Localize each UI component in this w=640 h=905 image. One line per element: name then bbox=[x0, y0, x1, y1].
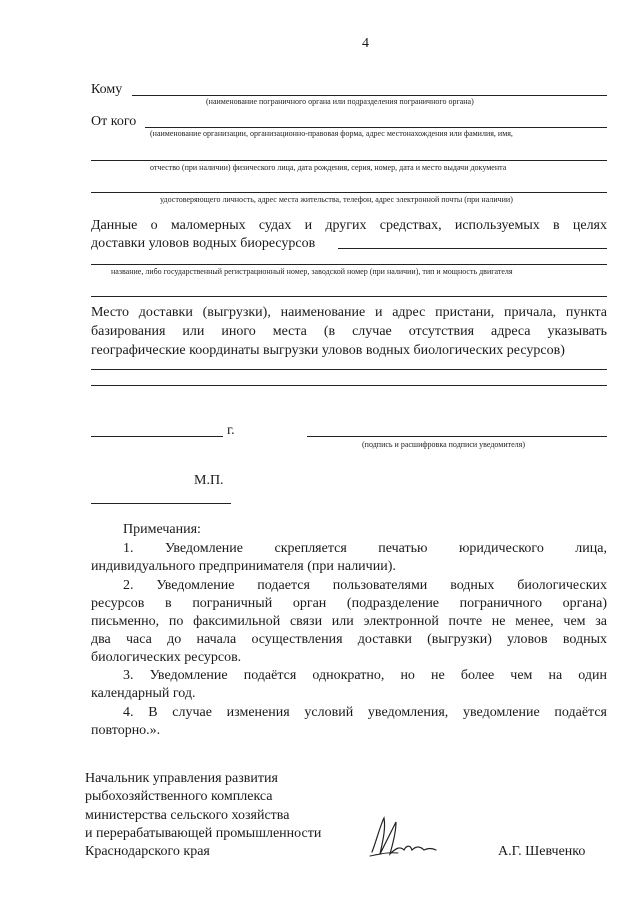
note-2-line-1: 2. Уведомление подается пользователями водных биологических bbox=[123, 578, 607, 593]
note-3-line-1: 3. Уведомление подаётся однократно, но не более чем на один bbox=[123, 668, 607, 683]
vessels-line-extra bbox=[91, 264, 607, 265]
vessels-line-2: доставки уловов водных биоресурсов bbox=[91, 236, 316, 251]
note-1-line-1: 1. Уведомление скрепляется печатью юридического лица, bbox=[123, 541, 607, 556]
signature-line bbox=[307, 436, 607, 437]
note-4-line-2: повторно.». bbox=[91, 723, 161, 738]
komu-line bbox=[132, 95, 607, 96]
signatory-line-2: рыбохозяйственного комплекса bbox=[85, 789, 273, 804]
signatory-line-3: министерства сельского хозяйства bbox=[85, 808, 290, 823]
note-2-line-4: два часа до начала осуществления доставки (выгрузки) уловов водных bbox=[91, 632, 607, 647]
komu-caption: (наименование пограничного органа или подразделения пограничного органа) bbox=[206, 97, 474, 106]
place-line-fill-1 bbox=[91, 369, 607, 370]
page-number: 4 bbox=[362, 36, 369, 51]
ot-kogo-caption-2: отчество (при наличии) физического лица, дата рождения, серия, номер, дата и место выдачи документа bbox=[150, 163, 507, 172]
signatory-line-5: Краснодарского края bbox=[85, 844, 210, 859]
vessels-line-fill bbox=[338, 248, 607, 249]
notes-heading: Примечания: bbox=[123, 522, 201, 537]
signature-caption: (подпись и расшифровка подписи уведомителя) bbox=[362, 440, 525, 449]
ot-kogo-line-2 bbox=[91, 160, 607, 161]
signatory-line-1: Начальник управления развития bbox=[85, 771, 278, 786]
ot-kogo-caption-1: (наименование организации, организационно-правовая форма, адрес местонахождения или фамилия, имя, bbox=[150, 129, 513, 138]
komu-label: Кому bbox=[91, 82, 123, 97]
place-line-2: базирования или иного места (в случае отсутствия адреса указывать bbox=[91, 324, 607, 339]
signatory-name: А.Г. Шевченко bbox=[498, 844, 586, 859]
ot-kogo-line-1 bbox=[145, 127, 607, 128]
date-line bbox=[91, 436, 223, 437]
vessels-caption: название, либо государственный регистрационный номер, заводской номер (при наличии), тип и мощность двигателя bbox=[111, 267, 513, 276]
note-4-line-1: 4. В случае изменения условий уведомления, уведомление подаётся bbox=[123, 705, 607, 720]
stamp-line bbox=[91, 503, 231, 504]
note-2-line-2: ресурсов в пограничный орган (подразделение пограничного органа) bbox=[91, 596, 607, 611]
note-3-line-2: календарный год. bbox=[91, 686, 196, 701]
place-line-fill-2 bbox=[91, 385, 607, 386]
place-line-3: географические координаты выгрузки уловов водных биологических ресурсов) bbox=[91, 343, 565, 358]
vessels-line-bottom bbox=[91, 296, 607, 297]
ot-kogo-line-3 bbox=[91, 192, 607, 193]
date-suffix: г. bbox=[227, 423, 235, 438]
place-line-1: Место доставки (выгрузки), наименование и адрес пристани, причала, пункта bbox=[91, 305, 607, 320]
note-2-line-3: письменно, по факсимильной связи или электронной почте не менее, чем за bbox=[91, 614, 607, 629]
vessels-line-1: Данные о маломерных судах и других средствах, используемых в целях bbox=[91, 218, 607, 233]
ot-kogo-label: От кого bbox=[91, 114, 137, 129]
handwritten-signature bbox=[366, 812, 438, 860]
ot-kogo-caption-3: удостоверяющего личность, адрес места жительства, телефон, адрес электронной почты (при наличии) bbox=[160, 195, 513, 204]
stamp-place: М.П. bbox=[194, 473, 224, 488]
signatory-line-4: и перерабатывающей промышленности bbox=[85, 826, 322, 841]
note-2-line-5: биологических ресурсов. bbox=[91, 650, 242, 665]
note-1-line-2: индивидуального предпринимателя (при наличии). bbox=[91, 559, 396, 574]
